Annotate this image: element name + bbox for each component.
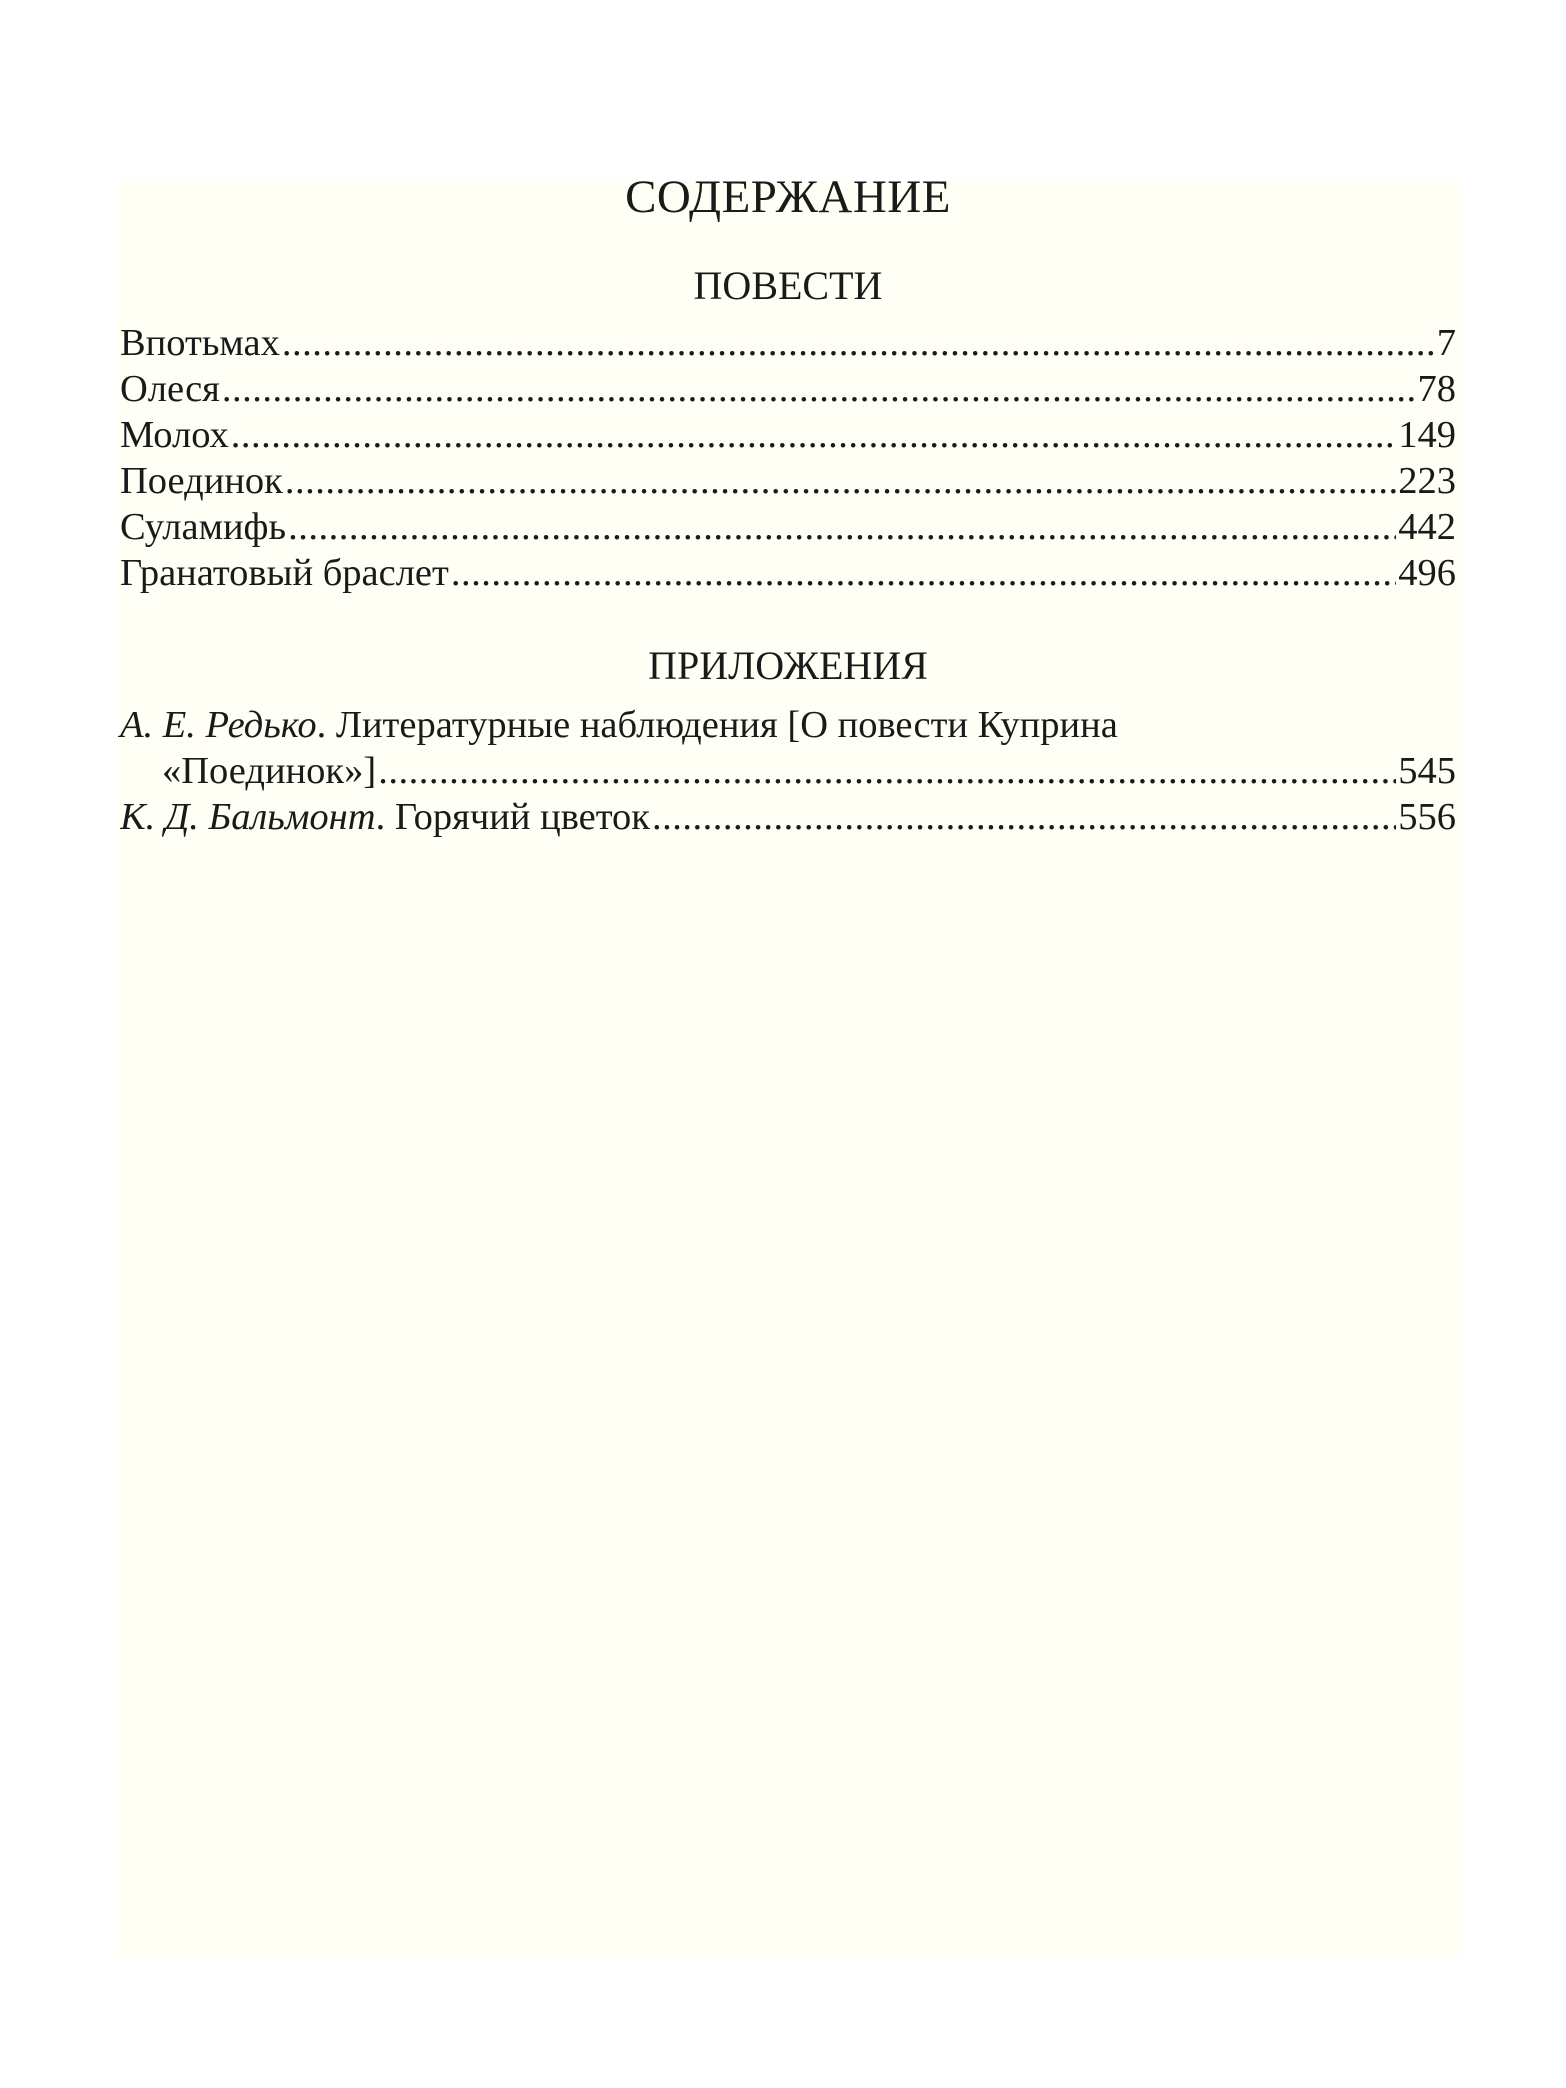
toc-entry-page: 556: [1398, 796, 1456, 838]
toc-entry: [120, 458, 1456, 504]
toc-entry-continuation: [120, 748, 1456, 794]
toc-entry-page: 496: [1398, 552, 1456, 594]
toc-entry-page: 545: [1398, 750, 1456, 792]
section-heading-appendices: ПРИЛОЖЕНИЯ: [648, 643, 928, 688]
table-of-contents: [120, 168, 1456, 840]
toc-entry: [120, 320, 1456, 366]
toc-entry: [120, 366, 1456, 412]
toc-entry-page: 223: [1398, 460, 1456, 502]
dot-leader: [652, 794, 1396, 840]
toc-entry-title: Поединок: [120, 460, 283, 502]
novellas-list: [120, 320, 1456, 596]
toc-entry-page: 7: [1436, 322, 1456, 364]
toc-entry-author: К. Д. Бальмонт: [120, 796, 376, 838]
toc-entry-title: Гранатовый браслет: [120, 552, 449, 594]
toc-entry-page: 149: [1398, 414, 1456, 456]
dot-leader: [288, 504, 1396, 550]
toc-entry-page: 442: [1398, 506, 1456, 548]
toc-entry-page: 78: [1417, 368, 1456, 410]
toc-entry-author: А. Е. Редько: [120, 704, 317, 746]
dot-leader: [231, 412, 1396, 458]
dot-leader: [222, 366, 1416, 412]
dot-leader: [378, 748, 1396, 794]
toc-entry-title-wrapper: [120, 794, 650, 840]
page-title: СОДЕРЖАНИЕ: [625, 171, 951, 223]
dot-leader: [282, 320, 1435, 366]
toc-entry-title-continued: «Поединок»]: [162, 750, 377, 792]
toc-entry-title: Олеся: [120, 368, 220, 410]
dot-leader: [451, 550, 1396, 596]
toc-entry-title: . Литературные наблюдения [О повести Куприна: [316, 704, 1118, 746]
toc-entry: [120, 550, 1456, 596]
toc-entry: [120, 412, 1456, 458]
toc-entry-title: . Горячий цветок: [375, 796, 651, 838]
section-heading-novellas: ПОВЕСТИ: [693, 263, 883, 308]
dot-leader: [285, 458, 1396, 504]
toc-entry-title: Впотьмах: [120, 322, 280, 364]
appendices-list: [120, 702, 1456, 840]
toc-entry-first-line: [120, 702, 1456, 748]
toc-entry: [120, 504, 1456, 550]
toc-entry-title: Молох: [120, 414, 229, 456]
toc-entry: [120, 794, 1456, 840]
toc-entry: [120, 702, 1456, 794]
toc-entry-title: Суламифь: [120, 506, 287, 548]
